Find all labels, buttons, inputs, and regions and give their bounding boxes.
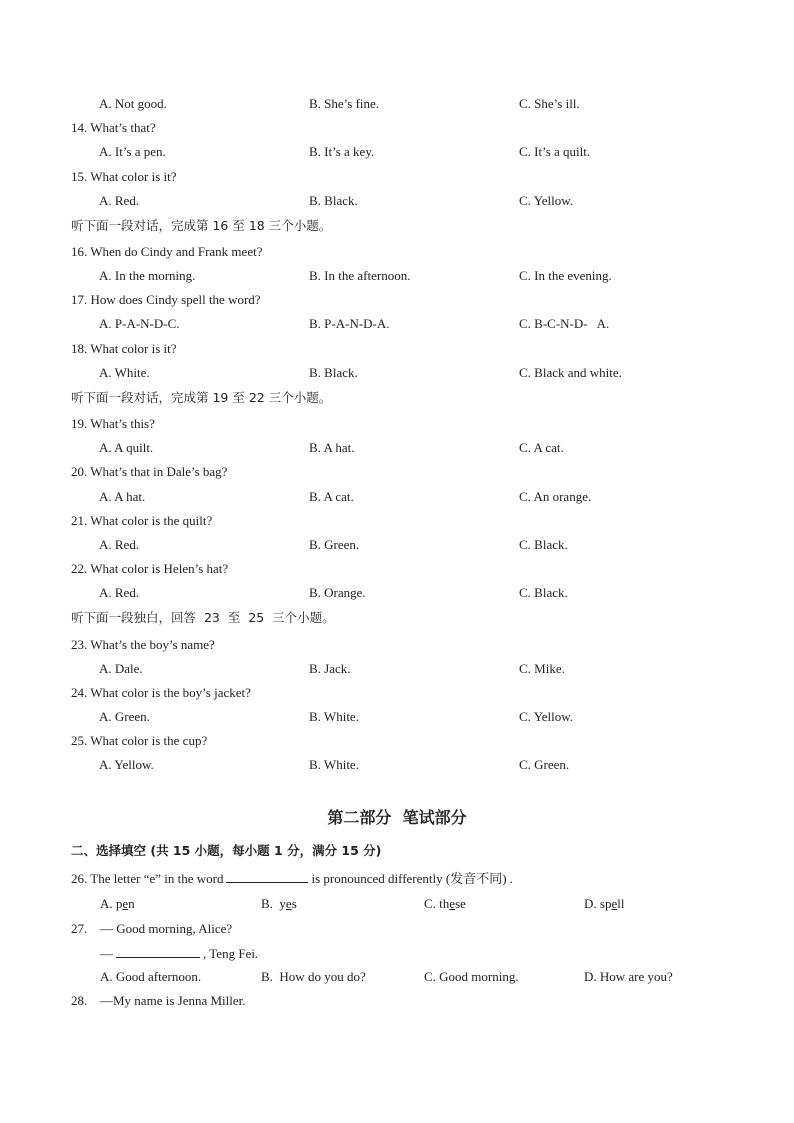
q26-text-pre: 26. The letter “e” in the word xyxy=(71,871,224,886)
q26-option-b: B. yes xyxy=(261,896,297,911)
instruction-text: 听下面一段对话，完成第 16 至 18 三个小题。 xyxy=(71,218,332,233)
q22-option-a: A. Red. xyxy=(99,585,140,600)
q15-option-b: B. Black. xyxy=(309,193,358,208)
q19-text: 19. What’s this? xyxy=(71,416,155,431)
q23-options xyxy=(0,659,794,679)
q17-text: 17. How does Cindy spell the word? xyxy=(71,292,261,307)
q24-option-a: A. Green. xyxy=(99,709,150,724)
q23-option-c: C. Mike. xyxy=(519,661,565,676)
instruction-text: 听下面一段对话，完成第 19 至 22 三个小题。 xyxy=(71,390,332,405)
q21-question xyxy=(0,511,794,531)
q24-question xyxy=(0,683,794,703)
instruction-23-25 xyxy=(0,608,794,628)
q27-options xyxy=(0,967,794,987)
q20-options xyxy=(0,487,794,507)
q13-option-a: A. Not good. xyxy=(99,96,167,111)
q21-option-c: C. Black. xyxy=(519,537,568,552)
q17-options xyxy=(0,314,794,334)
q13-option-c: C. She’s ill. xyxy=(519,96,580,111)
q14-option-a: A. It’s a pen. xyxy=(99,144,166,159)
q25-option-c: C. Green. xyxy=(519,757,570,772)
q25-option-b: B. White. xyxy=(309,757,359,772)
q21-text: 21. What color is the quilt? xyxy=(71,513,213,528)
q26-option-a: A. pen xyxy=(100,896,135,911)
part2-title: 第二部分 笔试部分 xyxy=(327,808,467,827)
q17-option-c: C. B-C-N-D- A. xyxy=(519,316,610,331)
q14-question xyxy=(0,118,794,138)
q20-text: 20. What’s that in Dale’s bag? xyxy=(71,464,228,479)
q27-line1: — Good morning, Alice? xyxy=(100,921,233,936)
q27-option-b: B. How do you do? xyxy=(261,969,366,984)
q19-option-c: C. A cat. xyxy=(519,440,564,455)
q14-option-b: B. It’s a key. xyxy=(309,144,375,159)
q18-option-a: A. White. xyxy=(99,365,150,380)
q17-option-a: A. P-A-N-D-C. xyxy=(99,316,180,331)
q18-option-b: B. Black. xyxy=(309,365,358,380)
q18-option-c: C. Black and white. xyxy=(519,365,622,380)
q23-option-a: A. Dale. xyxy=(99,661,143,676)
q27-option-a: A. Good afternoon. xyxy=(100,969,202,984)
q15-question xyxy=(0,167,794,187)
q16-text: 16. When do Cindy and Frank meet? xyxy=(71,244,263,259)
q19-option-a: A. A quilt. xyxy=(99,440,154,455)
q26-option-d: D. spell xyxy=(584,896,625,911)
q21-option-a: A. Red. xyxy=(99,537,140,552)
section-header: 二、选择填空 (共 15 小题，每小题 1 分，满分 15 分) xyxy=(71,843,382,858)
q16-option-c: C. In the evening. xyxy=(519,268,612,283)
q20-option-c: C. An orange. xyxy=(519,489,592,504)
q25-question xyxy=(0,731,794,751)
q27-question xyxy=(0,919,794,939)
q18-question xyxy=(0,339,794,359)
q27-blank[interactable] xyxy=(116,943,200,958)
q13-options xyxy=(0,94,794,114)
q16-option-a: A. In the morning. xyxy=(99,268,196,283)
q15-options xyxy=(0,191,794,211)
q28-text: —My name is Jenna Miller. xyxy=(100,993,246,1008)
q24-text: 24. What color is the boy’s jacket? xyxy=(71,685,251,700)
q14-options xyxy=(0,142,794,162)
instruction-text: 听下面一段独白，回答 23 至 25 三个小题。 xyxy=(71,610,335,625)
q19-option-b: B. A hat. xyxy=(309,440,355,455)
q18-options xyxy=(0,363,794,383)
q22-text: 22. What color is Helen’s hat? xyxy=(71,561,229,576)
q21-option-b: B. Green. xyxy=(309,537,360,552)
q24-options xyxy=(0,707,794,727)
q14-option-c: C. It’s a quilt. xyxy=(519,144,591,159)
q27-line2 xyxy=(0,943,794,963)
q15-text: 15. What color is it? xyxy=(71,169,177,184)
q25-text: 25. What color is the cup? xyxy=(71,733,208,748)
q25-options xyxy=(0,755,794,775)
instruction-16-18 xyxy=(0,216,794,236)
q23-question xyxy=(0,635,794,655)
q24-option-b: B. White. xyxy=(309,709,359,724)
q19-options xyxy=(0,438,794,458)
q15-option-c: C. Yellow. xyxy=(519,193,574,208)
q28-number: 28. xyxy=(71,993,88,1008)
q19-question xyxy=(0,414,794,434)
q16-question xyxy=(0,242,794,262)
q20-option-a: A. A hat. xyxy=(99,489,146,504)
q13-option-b: B. She’s fine. xyxy=(309,96,380,111)
q20-question xyxy=(0,462,794,482)
q22-option-c: C. Black. xyxy=(519,585,568,600)
q26-question xyxy=(0,868,794,888)
q27-number: 27. xyxy=(71,921,88,936)
q25-option-a: A. Yellow. xyxy=(99,757,154,772)
q18-text: 18. What color is it? xyxy=(71,341,177,356)
q22-options xyxy=(0,583,794,603)
q24-option-c: C. Yellow. xyxy=(519,709,574,724)
q23-option-b: B. Jack. xyxy=(309,661,351,676)
q27-option-d: D. How are you? xyxy=(584,969,673,984)
q21-options xyxy=(0,535,794,555)
q14-text: 14. What’s that? xyxy=(71,120,156,135)
q26-text xyxy=(71,868,513,889)
q20-option-b: B. A cat. xyxy=(309,489,354,504)
q22-option-b: B. Orange. xyxy=(309,585,366,600)
q26-blank[interactable] xyxy=(226,868,308,883)
q23-text: 23. What’s the boy’s name? xyxy=(71,637,215,652)
q22-question xyxy=(0,559,794,579)
q17-option-b: B. P-A-N-D-A. xyxy=(309,316,390,331)
q26-text-post: is pronounced differently (发音不同) . xyxy=(311,871,514,886)
q26-option-c: C. these xyxy=(424,896,466,911)
q27-option-c: C. Good morning. xyxy=(424,969,519,984)
q16-option-b: B. In the afternoon. xyxy=(309,268,411,283)
q16-options xyxy=(0,266,794,286)
q28-question xyxy=(0,991,794,1011)
q27-line2-text: — , Teng Fei. xyxy=(100,943,258,964)
q17-question xyxy=(0,290,794,310)
q26-options xyxy=(0,894,794,914)
q15-option-a: A. Red. xyxy=(99,193,140,208)
instruction-19-22 xyxy=(0,388,794,408)
